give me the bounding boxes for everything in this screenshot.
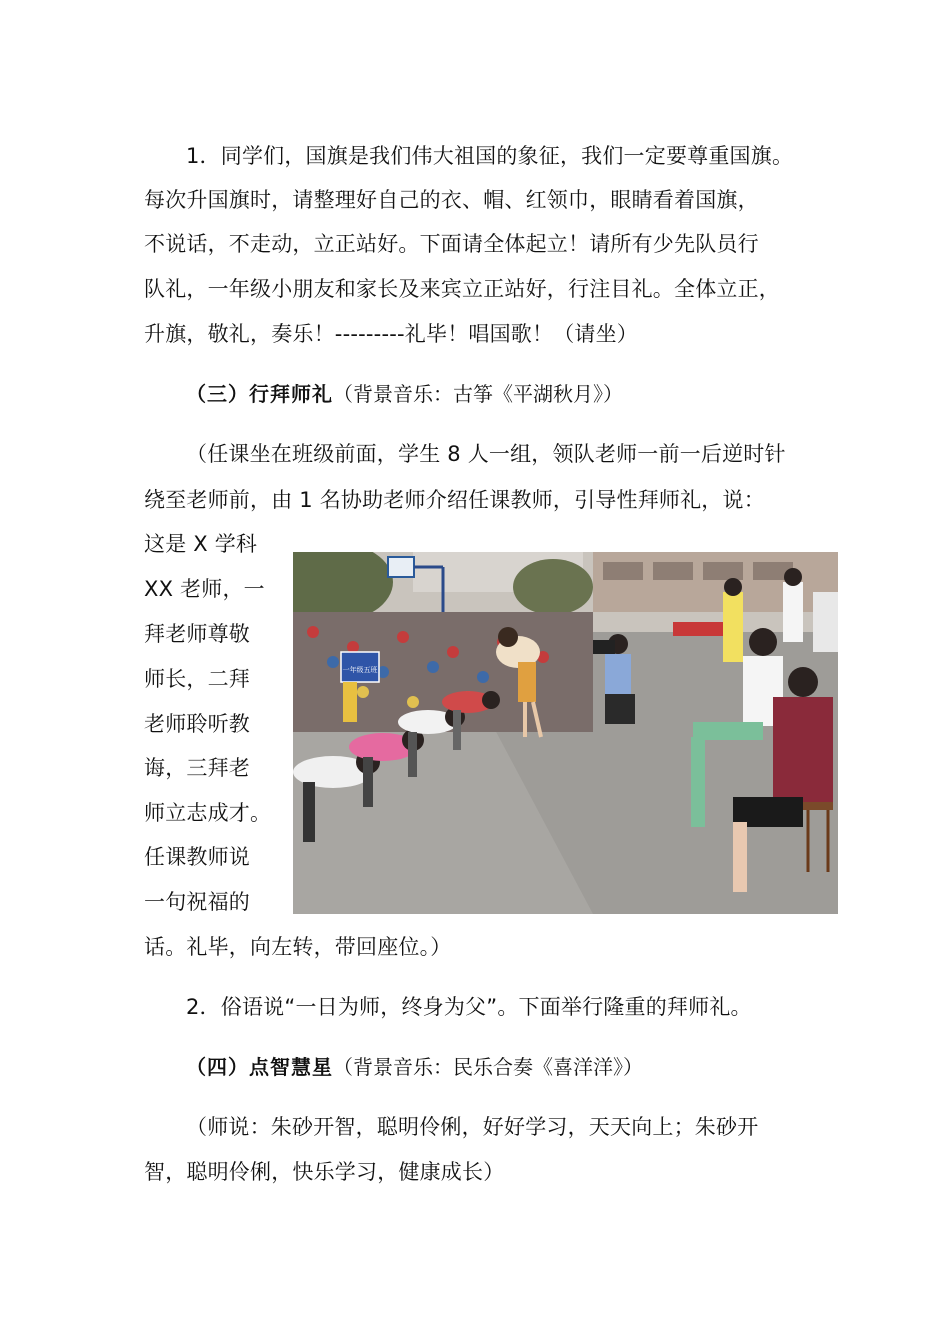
para2-wrap-line: XX 老师，一: [144, 577, 265, 601]
para1-line2: 每次升国旗时，请整理好自己的衣、帽、红领巾，眼睛看着国旗，: [144, 188, 759, 212]
para4-line1: （师说：朱砂开智，聪明伶俐，好好学习，天天向上；朱砂开: [186, 1115, 759, 1139]
para2-wrap-line: 诲，三拜老: [144, 756, 250, 780]
para2-wrap-line: 老师聆听教: [144, 712, 250, 736]
para2-wrap-line: 师立志成才。: [144, 801, 272, 825]
section3-music: （背景音乐：古筝《平湖秋月》）: [333, 382, 623, 406]
section4-heading: [186, 1053, 643, 1081]
para2-line1: （任课坐在班级前面，学生 8 人一组，领队老师一前一后逆时针: [186, 442, 786, 466]
section3-heading: [186, 380, 623, 408]
ceremony-photo: [293, 552, 838, 914]
para1-line4: 队礼，一年级小朋友和家长及来宾立正站好，行注目礼。全体立正，: [144, 277, 780, 301]
para2-wrap-line: 这是 X 学科: [144, 532, 258, 556]
para2-wrap-line: 任课教师说: [144, 845, 250, 869]
para2-last-line: 话。礼毕，向左转，带回座位。）: [144, 935, 452, 959]
para1-line5: 升旗，敬礼，奏乐！---------礼毕！唱国歌！（请坐）: [144, 322, 638, 346]
para2-line2: 绕至老师前，由 1 名协助老师介绍任课教师，引导性拜师礼，说：: [144, 488, 765, 512]
para2-wrap-line: 拜老师尊敬: [144, 622, 250, 646]
ceremony-photo-illustration: [293, 552, 838, 914]
section3-title: （三）行拜师礼: [186, 382, 333, 406]
section4-title: （四）点智慧星: [186, 1055, 333, 1079]
para4-line2: 智，聪明伶俐，快乐学习，健康成长）: [144, 1160, 505, 1184]
para2-wrap-line: 师长，二拜: [144, 667, 250, 691]
para1-line3: 不说话，不走动，立正站好。下面请全体起立！请所有少先队员行: [144, 232, 759, 256]
para3-line1: 2．俗语说“一日为师，终身为父”。下面举行隆重的拜师礼。: [186, 995, 752, 1019]
class-sign-text: 一年级五班: [342, 666, 378, 674]
para2-wrap-line: 一句祝福的: [144, 890, 250, 914]
para1-line1: 1．同学们，国旗是我们伟大祖国的象征，我们一定要尊重国旗。: [186, 144, 794, 168]
section4-music: （背景音乐：民乐合奏《喜洋洋》）: [333, 1055, 643, 1079]
